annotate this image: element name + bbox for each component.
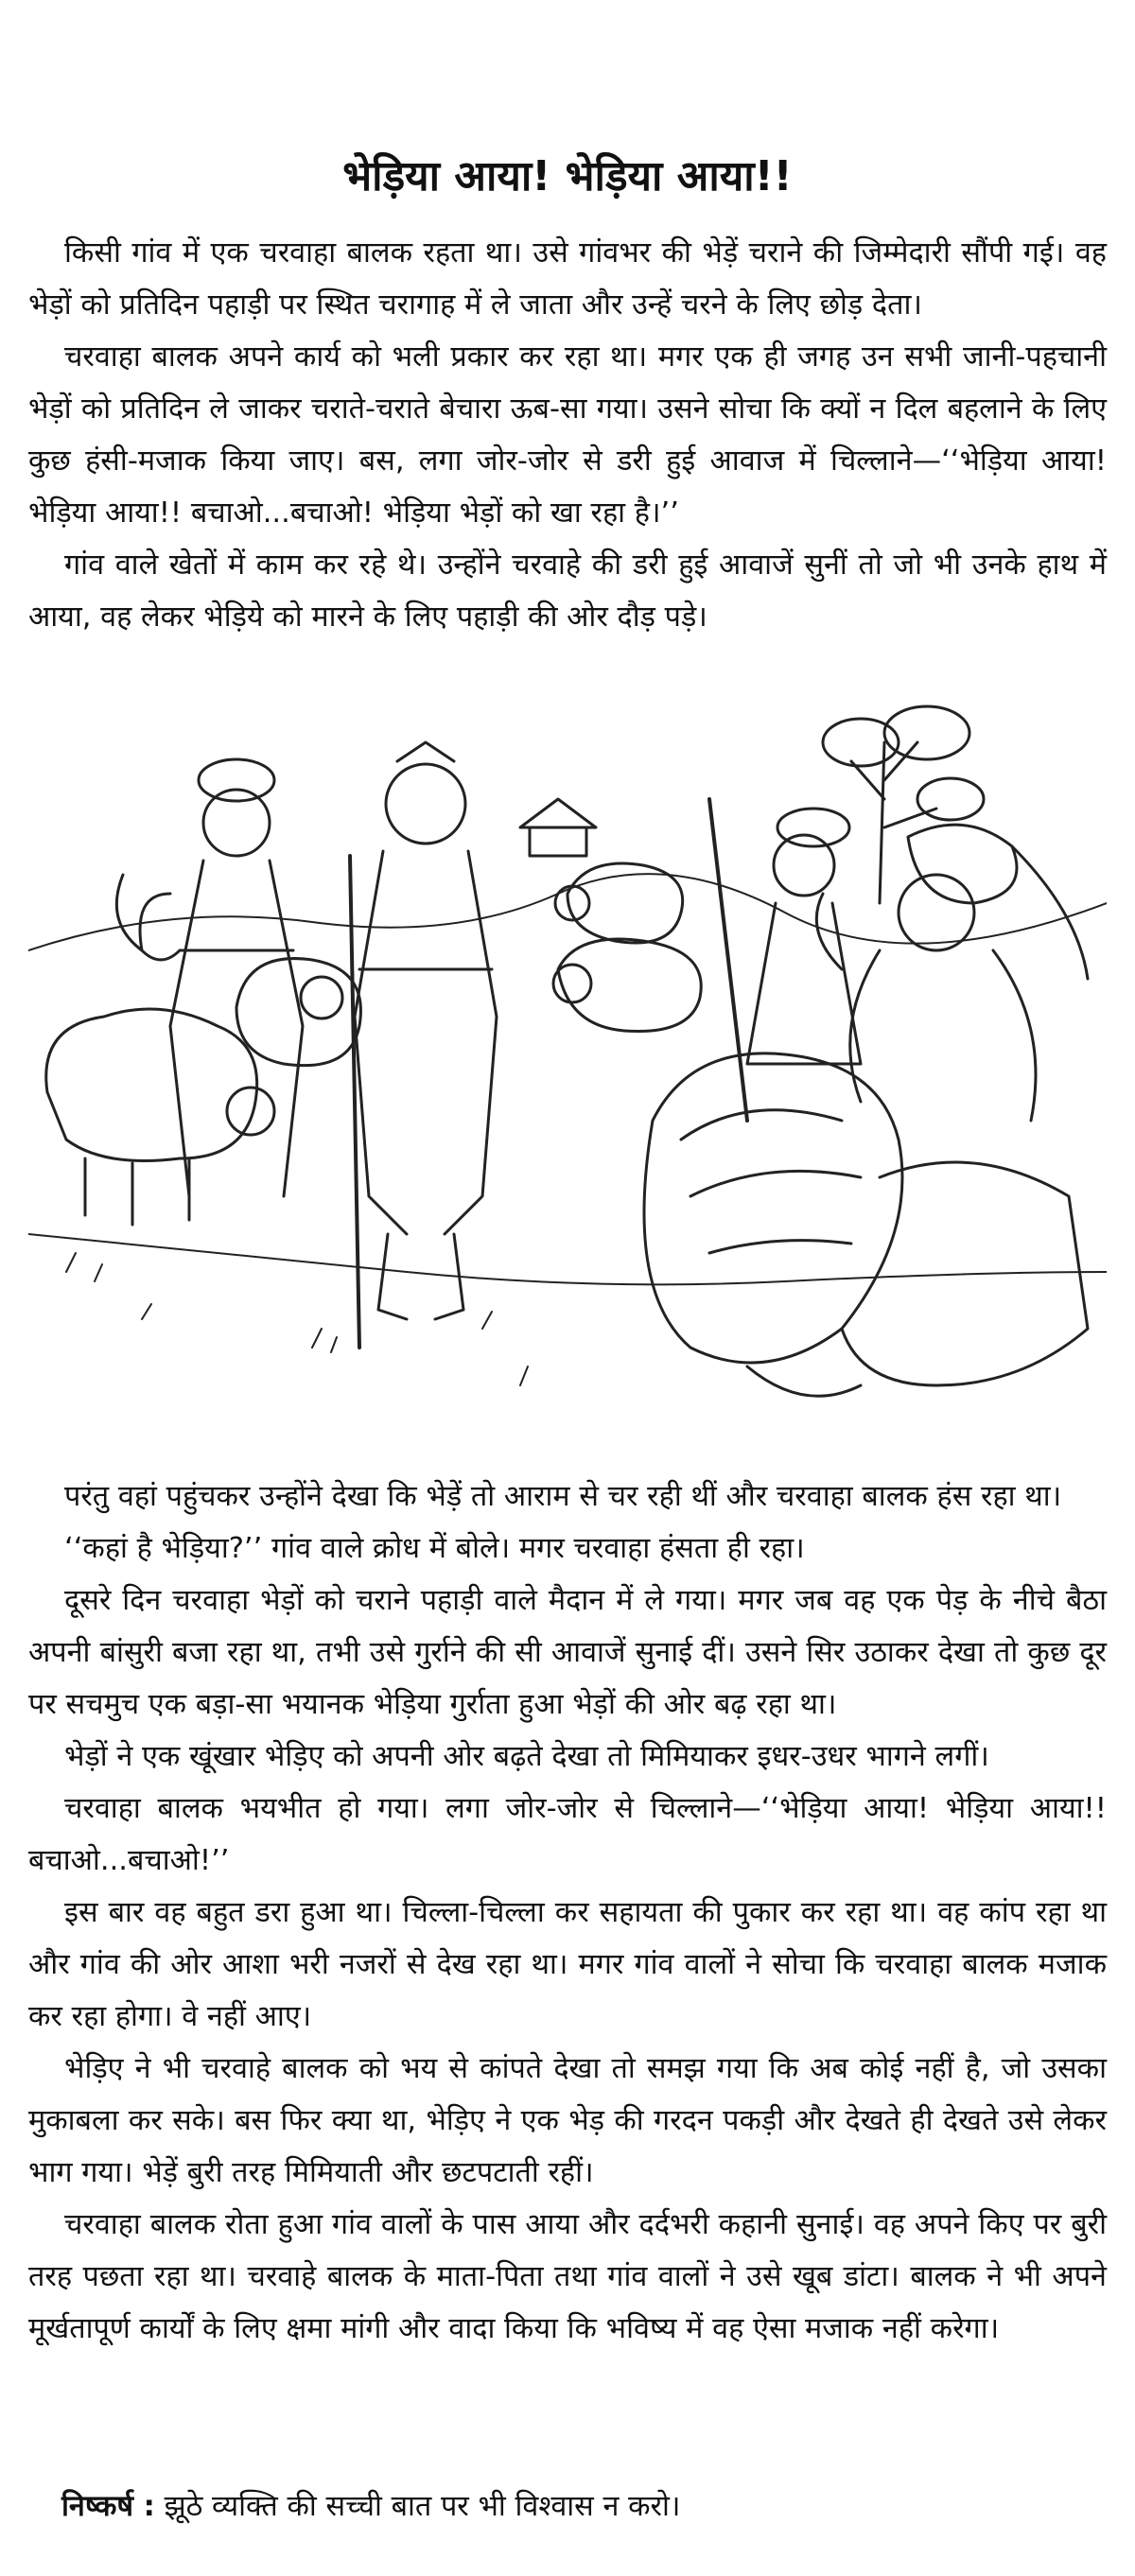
villager-stick-drawing [709,799,861,1121]
paragraph: दूसरे दिन चरवाहा भेड़ों को चराने पहाड़ी वाले मैदान में ले गया। मगर जब वह एक पेड़ के नीचे बैठा अपनी बांसुरी बजा रहा था, तभी उसे गुर्राने की सी आवाजें सुनाई दीं। उसने सिर उठाकर देखा तो कुछ दूर पर सचमुच एक बड़ा-सा भयानक भेड़िया गुर्राता हुआ भेड़ों की ओर बढ़ रहा था। [28,1584,1107,1721]
villager-left-drawing [116,759,303,1196]
paragraph: गांव वाले खेतों में काम कर रहे थे। उन्होंने चरवाहे की डरी हुई आवाजें सुनीं तो जो भी उनके हाथ में आया, वह लेकर भेड़िये को मारने के लिए पहाड़ी की ओर दौड़ पड़े। [28,548,1107,634]
conclusion-text: झूठे व्यक्ति की सच्ची बात पर भी विश्वास न करो। [164,2490,681,2523]
paragraph: भेड़िए ने भी चरवाहे बालक को भय से कांपते देखा तो समझ गया कि अब कोई नहीं है, जो उसका मुकाबला कर सके। बस फिर क्या था, भेड़िए ने एक भेड़ की गरदन पकड़ी और देखते ही देखते उसे लेकर भाग गया। भेड़ें बुरी तरह मिमियाती और छटपटाती रहीं। [28,2052,1107,2189]
paragraph: किसी गांव में एक चरवाहा बालक रहता था। उसे गांवभर की भेड़ें चराने की जिम्मेदारी सौंपी गई। वह भेड़ों को प्रतिदिन पहाड़ी पर स्थित चरागाह में ले जाता और उन्हें चरने के लिए छोड़ देता। [28,236,1107,322]
conclusion [61,2480,680,2532]
paragraph: इस बार वह बहुत डरा हुआ था। चिल्ला-चिल्ला कर सहायता की पुकार कर रहा था। वह कांप रहा था और गांव की ओर आशा भरी नजरों से देख रहा था। मगर गांव वालों ने सोचा कि चरवाहा बालक मजाक कर रहा होगा। वे नहीं आए। [28,1896,1107,2033]
paragraph: ‘‘कहां है भेड़िया?’’ गांव वाले क्रोध में बोले। मगर चरवाहा हंसता ही रहा। [64,1532,805,1565]
story-illustration [28,667,1107,1437]
shepherd-boy-drawing [350,742,497,1348]
ground-line [28,1234,1107,1284]
paragraph: परंतु वहां पहुंचकर उन्होंने देखा कि भेड़ें तो आराम से चर रही थीं और चरवाहा बालक हंस रहा था। [64,1480,1062,1513]
sheep-drawing-right [553,939,701,1032]
conclusion-label: निष्कर्ष : [61,2490,155,2523]
story-title: भेड़िया आया! भेड़िया आया!! [342,152,793,201]
story-text-top [28,227,1107,643]
hut-drawing [520,799,596,856]
sheep-drawing-left [46,1009,274,1225]
tree-drawing [823,706,984,903]
paragraph: भेड़ों ने एक खूंखार भेड़िए को अपनी ओर बढ़ते देखा तो मिमियाकर इधर-उधर भागने लगीं। [64,1740,989,1773]
paragraph: चरवाहा बालक रोता हुआ गांव वालों के पास आया और दर्दभरी कहानी सुनाई। वह अपने किए पर बुरी तरह पछता रहा था। चरवाहे बालक के माता-पिता तथा गांव वालों ने उसे खूब डांटा। बालक ने भी अपने मूर्खतापूर्ण कार्यों के लिए क्षमा मांगी और वादा किया कि भविष्य में वह ऐसा मजाक नहीं करेगा। [28,2208,1107,2345]
foreground-figure-drawing [644,1053,1088,1396]
paragraph: चरवाहा बालक अपने कार्य को भली प्रकार कर रहा था। मगर एक ही जगह उन सभी जानी-पहचानी भेड़ों को प्रतिदिन ले जाकर चराते-चराते बेचारा ऊब-सा गया। उसने सोचा कि क्यों न दिल बहलाने के लिए कुछ हंसी-मजाक किया जाए। बस, लगा जोर-जोर से डरी हुई आवाज में चिल्लाने—‘‘भेड़िया आया! भेड़िया आया!! बचाओ...बचाओ! भेड़िया भेड़ों को खा रहा है।’’ [28,340,1107,530]
story-text-bottom [28,1471,1107,2355]
paragraph: चरवाहा बालक भयभीत हो गया। लगा जोर-जोर से चिल्लाने—‘‘भेड़िया आया! भेड़िया आया!! बचाओ...बचाओ!’’ [28,1792,1107,1877]
